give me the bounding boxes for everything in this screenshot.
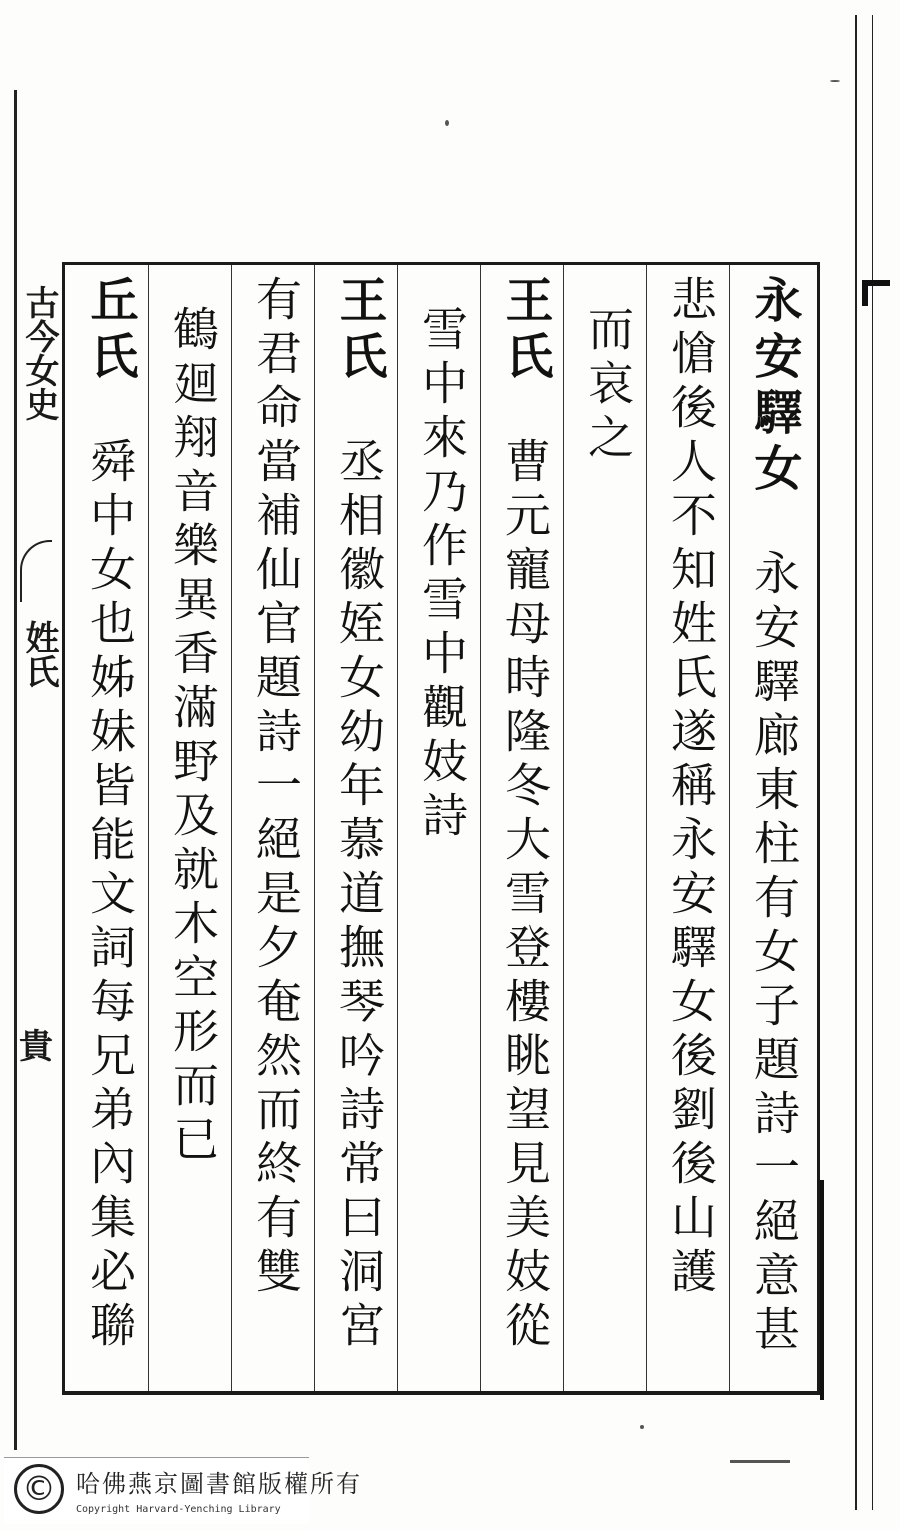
column-rule	[231, 265, 232, 1391]
column-text: 而哀之	[581, 305, 635, 467]
spine-section: 姓氏	[19, 620, 59, 688]
column-rule	[563, 265, 564, 1391]
text-frame	[62, 262, 820, 1395]
column-rule	[480, 265, 481, 1391]
text-column-1	[738, 275, 810, 1375]
entry-heading: 王氏	[497, 275, 553, 387]
column-text: 曹元寵母時隆冬大雪登樓眺望見美妓從	[498, 437, 552, 1355]
column-rule	[646, 265, 647, 1391]
scan-speck	[445, 120, 449, 126]
column-text: 丞相徽姪女幼年慕道撫琴吟詩常曰洞宮	[332, 437, 386, 1355]
column-text: 舜中女也姊妹皆能文詞每兄弟內集必聯	[83, 437, 137, 1355]
text-column-9	[74, 275, 146, 1375]
column-rule	[729, 265, 730, 1391]
copyright-symbol: ©	[14, 1464, 64, 1514]
text-column-2	[655, 275, 727, 1375]
spine-title: 古今女史	[19, 285, 59, 421]
column-rule	[314, 265, 315, 1391]
text-column-4	[489, 275, 561, 1375]
scan-speck	[640, 1425, 644, 1429]
column-text: 永安驛廊東柱有女子題詩一絕意甚	[747, 549, 801, 1359]
text-column-5	[406, 275, 478, 1375]
column-text: 鶴廻翔音樂異香滿野及就木空形而已	[166, 305, 220, 1169]
column-text: 悲愴後人不知姓氏遂稱永安驛女後劉後山護	[664, 275, 718, 1301]
column-rule	[397, 265, 398, 1391]
right-margin-line	[820, 1180, 832, 1400]
spine-volume-mark: 貴	[19, 1027, 53, 1067]
entry-heading: 丘氏	[82, 275, 138, 387]
text-column-8	[157, 275, 229, 1375]
column-text: 有君命當補仙官題詩一絕是夕奄然而終有雙	[249, 275, 303, 1301]
scan-speck	[830, 80, 840, 82]
column-text: 雪中來乃作雪中觀妓詩	[415, 305, 469, 845]
right-page-edge	[855, 15, 857, 1510]
text-column-6	[323, 275, 395, 1375]
text-column-3	[572, 275, 644, 1375]
copyright-chinese: 哈佛燕京圖書館版權所有	[76, 1470, 362, 1498]
entry-heading: 永安驛女	[746, 275, 802, 499]
copyright-english: Copyright Harvard-Yenching Library	[76, 1504, 281, 1515]
text-column-7	[240, 275, 312, 1375]
entry-heading: 王氏	[331, 275, 387, 387]
column-rule	[148, 265, 149, 1391]
copyright-stamp	[4, 1457, 362, 1524]
right-page-edge-inner	[872, 15, 873, 1510]
scan-speck	[730, 1460, 790, 1463]
right-bracket-mark	[862, 280, 890, 306]
